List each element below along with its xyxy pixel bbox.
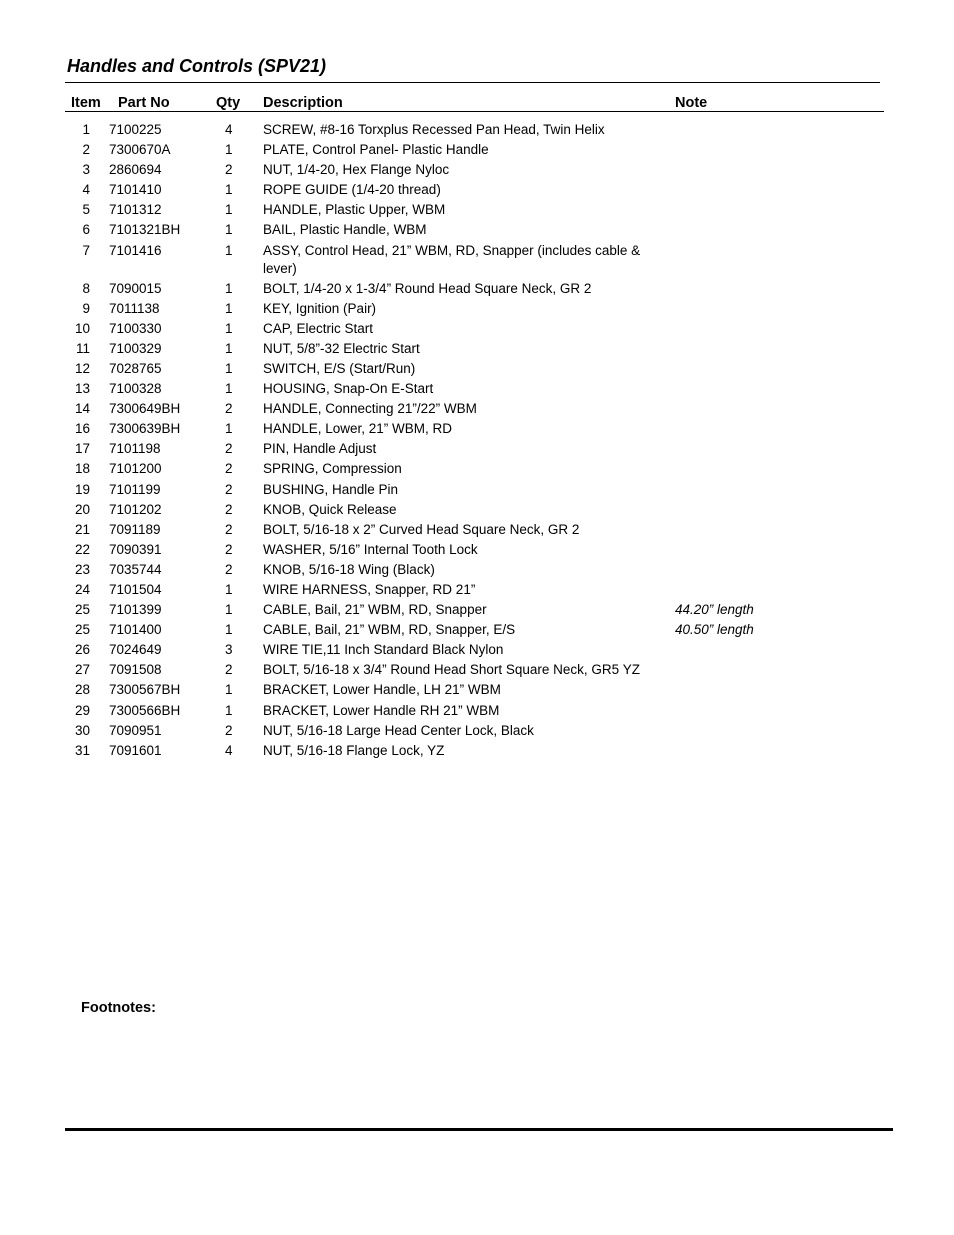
cell-qty: 4 bbox=[225, 122, 233, 137]
cell-description: NUT, 5/16-18 Flange Lock, YZ bbox=[263, 742, 445, 758]
cell-qty: 4 bbox=[225, 742, 233, 758]
cell-part-no: 7101200 bbox=[109, 461, 162, 477]
table-row bbox=[0, 280, 954, 300]
table-row bbox=[0, 681, 954, 701]
cell-description: HANDLE, Lower, 21” WBM, RD bbox=[263, 421, 453, 437]
cell-item: 16 bbox=[74, 421, 90, 437]
cell-part-no: 7101198 bbox=[109, 441, 161, 457]
table-row bbox=[0, 181, 954, 201]
cell-description: WIRE HARNESS, Snapper, RD 21” bbox=[263, 581, 476, 597]
cell-item: 25 bbox=[74, 602, 90, 618]
table-row bbox=[0, 161, 954, 181]
cell-qty: 1 bbox=[225, 682, 233, 698]
cell-part-no: 7300670A bbox=[109, 142, 171, 158]
cell-part-no: 7011138 bbox=[109, 300, 160, 316]
cell-item: 1 bbox=[82, 122, 90, 137]
cell-description: ROPE GUIDE (1/4-20 thread) bbox=[263, 182, 441, 198]
table-row bbox=[0, 300, 954, 320]
cell-part-no: 7091601 bbox=[109, 742, 162, 758]
cell-item: 29 bbox=[74, 702, 90, 718]
cell-qty: 1 bbox=[225, 602, 233, 618]
cell-description: KNOB, Quick Release bbox=[263, 501, 397, 517]
cell-item: 7 bbox=[82, 242, 90, 258]
table-row bbox=[0, 722, 954, 742]
cell-description: NUT, 5/8”-32 Electric Start bbox=[263, 340, 420, 356]
table-row bbox=[0, 702, 954, 722]
cell-qty: 2 bbox=[225, 541, 233, 557]
cell-part-no: 7101199 bbox=[109, 481, 161, 497]
cell-part-no: 7090951 bbox=[109, 722, 162, 738]
cell-item: 19 bbox=[74, 481, 90, 497]
cell-description: HANDLE, Connecting 21”/22” WBM bbox=[263, 401, 477, 417]
cell-qty: 1 bbox=[225, 581, 233, 597]
cell-part-no: 7300649BH bbox=[109, 401, 181, 417]
cell-part-no: 7101321BH bbox=[109, 222, 181, 238]
table-row bbox=[0, 242, 954, 280]
cell-description: CABLE, Bail, 21” WBM, RD, Snapper, E/S bbox=[263, 622, 516, 638]
cell-description: BRACKET, Lower Handle RH 21” WBM bbox=[263, 702, 500, 718]
cell-description: BOLT, 1/4-20 x 1-3/4” Round Head Square Neck, GR 2 bbox=[263, 280, 592, 296]
cell-item: 10 bbox=[74, 320, 90, 336]
header-part-no: Part No bbox=[118, 95, 170, 111]
cell-qty: 1 bbox=[225, 622, 233, 638]
cell-part-no: 2860694 bbox=[109, 162, 162, 178]
header-note: Note bbox=[675, 95, 708, 111]
cell-part-no: 7091508 bbox=[109, 662, 162, 678]
table-row bbox=[0, 521, 954, 541]
cell-part-no: 7101400 bbox=[109, 622, 162, 638]
cell-item: 13 bbox=[74, 381, 90, 397]
cell-description: SPRING, Compression bbox=[263, 461, 402, 477]
cell-qty: 1 bbox=[225, 222, 233, 238]
table-row bbox=[0, 141, 954, 161]
table-row bbox=[0, 440, 954, 460]
cell-qty: 1 bbox=[225, 242, 233, 258]
cell-part-no: 7101416 bbox=[109, 242, 162, 258]
cell-part-no: 7300567BH bbox=[109, 682, 181, 698]
cell-qty: 1 bbox=[225, 182, 233, 198]
cell-note: 44.20” length bbox=[675, 602, 754, 618]
cell-qty: 2 bbox=[225, 501, 233, 517]
table-row bbox=[0, 742, 954, 762]
cell-item: 25 bbox=[74, 622, 90, 638]
table-row bbox=[0, 400, 954, 420]
cell-item: 24 bbox=[74, 581, 90, 597]
cell-qty: 1 bbox=[225, 702, 233, 718]
table-row bbox=[0, 661, 954, 681]
bottom-divider bbox=[65, 1128, 893, 1131]
cell-part-no: 7300639BH bbox=[109, 421, 181, 437]
header-qty: Qty bbox=[216, 95, 241, 111]
cell-description: CAP, Electric Start bbox=[263, 320, 374, 336]
cell-part-no: 7101312 bbox=[109, 202, 162, 218]
cell-item: 30 bbox=[74, 722, 90, 738]
table-row bbox=[0, 201, 954, 221]
cell-part-no: 7090015 bbox=[109, 280, 162, 296]
cell-part-no: 7101410 bbox=[109, 182, 162, 198]
table-row bbox=[0, 320, 954, 340]
cell-part-no: 7035744 bbox=[109, 561, 162, 577]
table-row bbox=[0, 541, 954, 561]
cell-part-no: 7100329 bbox=[109, 340, 162, 356]
cell-description: WIRE TIE,11 Inch Standard Black Nylon bbox=[263, 642, 504, 658]
cell-item: 5 bbox=[82, 202, 90, 218]
cell-qty: 2 bbox=[225, 521, 233, 537]
cell-item: 12 bbox=[74, 360, 90, 376]
cell-item: 31 bbox=[74, 742, 90, 758]
cell-qty: 1 bbox=[225, 280, 233, 296]
table-row bbox=[0, 121, 954, 141]
cell-description: KNOB, 5/16-18 Wing (Black) bbox=[263, 561, 435, 577]
cell-qty: 2 bbox=[225, 162, 233, 178]
cell-description: PLATE, Control Panel- Plastic Handle bbox=[263, 142, 489, 158]
cell-qty: 2 bbox=[225, 401, 233, 417]
cell-qty: 2 bbox=[225, 662, 233, 678]
cell-description: CABLE, Bail, 21” WBM, RD, Snapper bbox=[263, 602, 487, 618]
cell-item: 18 bbox=[74, 461, 90, 477]
cell-item: 4 bbox=[82, 182, 90, 198]
cell-description: HOUSING, Snap-On E-Start bbox=[263, 381, 434, 397]
cell-item: 28 bbox=[74, 682, 90, 698]
cell-description: PIN, Handle Adjust bbox=[263, 441, 377, 457]
cell-part-no: 7028765 bbox=[109, 360, 162, 376]
table-row bbox=[0, 501, 954, 521]
cell-part-no: 7101202 bbox=[109, 501, 162, 517]
cell-qty: 1 bbox=[225, 300, 233, 316]
cell-part-no: 7090391 bbox=[109, 541, 162, 557]
cell-item: 17 bbox=[74, 441, 90, 457]
title-divider bbox=[65, 82, 880, 83]
table-row bbox=[0, 460, 954, 480]
cell-item: 6 bbox=[82, 222, 90, 238]
header-description: Description bbox=[263, 95, 343, 111]
cell-qty: 1 bbox=[225, 340, 233, 356]
table-row bbox=[0, 221, 954, 241]
header-item: Item bbox=[71, 95, 101, 111]
cell-description: BOLT, 5/16-18 x 3/4” Round Head Short Square Neck, GR5 YZ bbox=[263, 662, 640, 678]
cell-qty: 1 bbox=[225, 360, 233, 376]
table-row bbox=[0, 581, 954, 601]
cell-item: 3 bbox=[82, 162, 90, 178]
cell-item: 8 bbox=[82, 280, 90, 296]
cell-description: BOLT, 5/16-18 x 2” Curved Head Square Neck, GR 2 bbox=[263, 521, 580, 537]
cell-item: 2 bbox=[82, 142, 90, 158]
table-row bbox=[0, 621, 954, 641]
cell-part-no: 7101504 bbox=[109, 581, 162, 597]
cell-item: 22 bbox=[74, 541, 90, 557]
cell-description: WASHER, 5/16” Internal Tooth Lock bbox=[263, 541, 478, 557]
cell-description: KEY, Ignition (Pair) bbox=[263, 300, 377, 316]
table-row bbox=[0, 641, 954, 661]
cell-qty: 2 bbox=[225, 441, 233, 457]
cell-description: HANDLE, Plastic Upper, WBM bbox=[263, 202, 446, 218]
cell-qty: 2 bbox=[225, 481, 233, 497]
cell-item: 21 bbox=[74, 521, 90, 537]
table-row bbox=[0, 420, 954, 440]
header-divider bbox=[65, 111, 884, 112]
table-row bbox=[0, 360, 954, 380]
table-row bbox=[0, 340, 954, 360]
cell-item: 27 bbox=[74, 662, 90, 678]
cell-description: NUT, 1/4-20, Hex Flange Nyloc bbox=[263, 162, 450, 178]
cell-note: 40.50” length bbox=[675, 622, 754, 638]
parts-table bbox=[0, 121, 954, 762]
cell-part-no: 7300566BH bbox=[109, 702, 181, 718]
cell-qty: 1 bbox=[225, 421, 233, 437]
cell-part-no: 7091189 bbox=[109, 521, 161, 537]
cell-part-no: 7100225 bbox=[109, 122, 162, 137]
cell-description: SWITCH, E/S (Start/Run) bbox=[263, 360, 416, 376]
cell-description: BAIL, Plastic Handle, WBM bbox=[263, 222, 427, 238]
cell-description: NUT, 5/16-18 Large Head Center Lock, Black bbox=[263, 722, 534, 738]
cell-description: BUSHING, Handle Pin bbox=[263, 481, 399, 497]
cell-qty: 2 bbox=[225, 461, 233, 477]
cell-qty: 3 bbox=[225, 642, 233, 658]
cell-item: 9 bbox=[82, 300, 90, 316]
cell-item: 11 bbox=[75, 340, 90, 356]
cell-qty: 1 bbox=[225, 381, 233, 397]
cell-qty: 1 bbox=[225, 320, 233, 336]
table-row bbox=[0, 601, 954, 621]
cell-part-no: 7100330 bbox=[109, 320, 162, 336]
cell-part-no: 7024649 bbox=[109, 642, 162, 658]
cell-part-no: 7101399 bbox=[109, 602, 162, 618]
cell-item: 14 bbox=[74, 401, 90, 417]
cell-description: ASSY, Control Head, 21” WBM, RD, Snapper (includes cable & lever) bbox=[263, 242, 641, 276]
table-row bbox=[0, 561, 954, 581]
table-row bbox=[0, 380, 954, 400]
cell-qty: 2 bbox=[225, 561, 233, 577]
cell-part-no: 7100328 bbox=[109, 381, 162, 397]
cell-description: BRACKET, Lower Handle, LH 21” WBM bbox=[263, 682, 501, 698]
footnotes-label: Footnotes: bbox=[81, 1000, 156, 1016]
cell-item: 26 bbox=[74, 642, 90, 658]
cell-description: SCREW, #8-16 Torxplus Recessed Pan Head, Twin Helix bbox=[263, 122, 605, 137]
table-row bbox=[0, 481, 954, 501]
cell-item: 20 bbox=[74, 501, 90, 517]
cell-qty: 1 bbox=[225, 142, 233, 158]
cell-item: 23 bbox=[74, 561, 90, 577]
cell-qty: 1 bbox=[225, 202, 233, 218]
page-title: Handles and Controls (SPV21) bbox=[67, 56, 327, 76]
cell-qty: 2 bbox=[225, 722, 233, 738]
